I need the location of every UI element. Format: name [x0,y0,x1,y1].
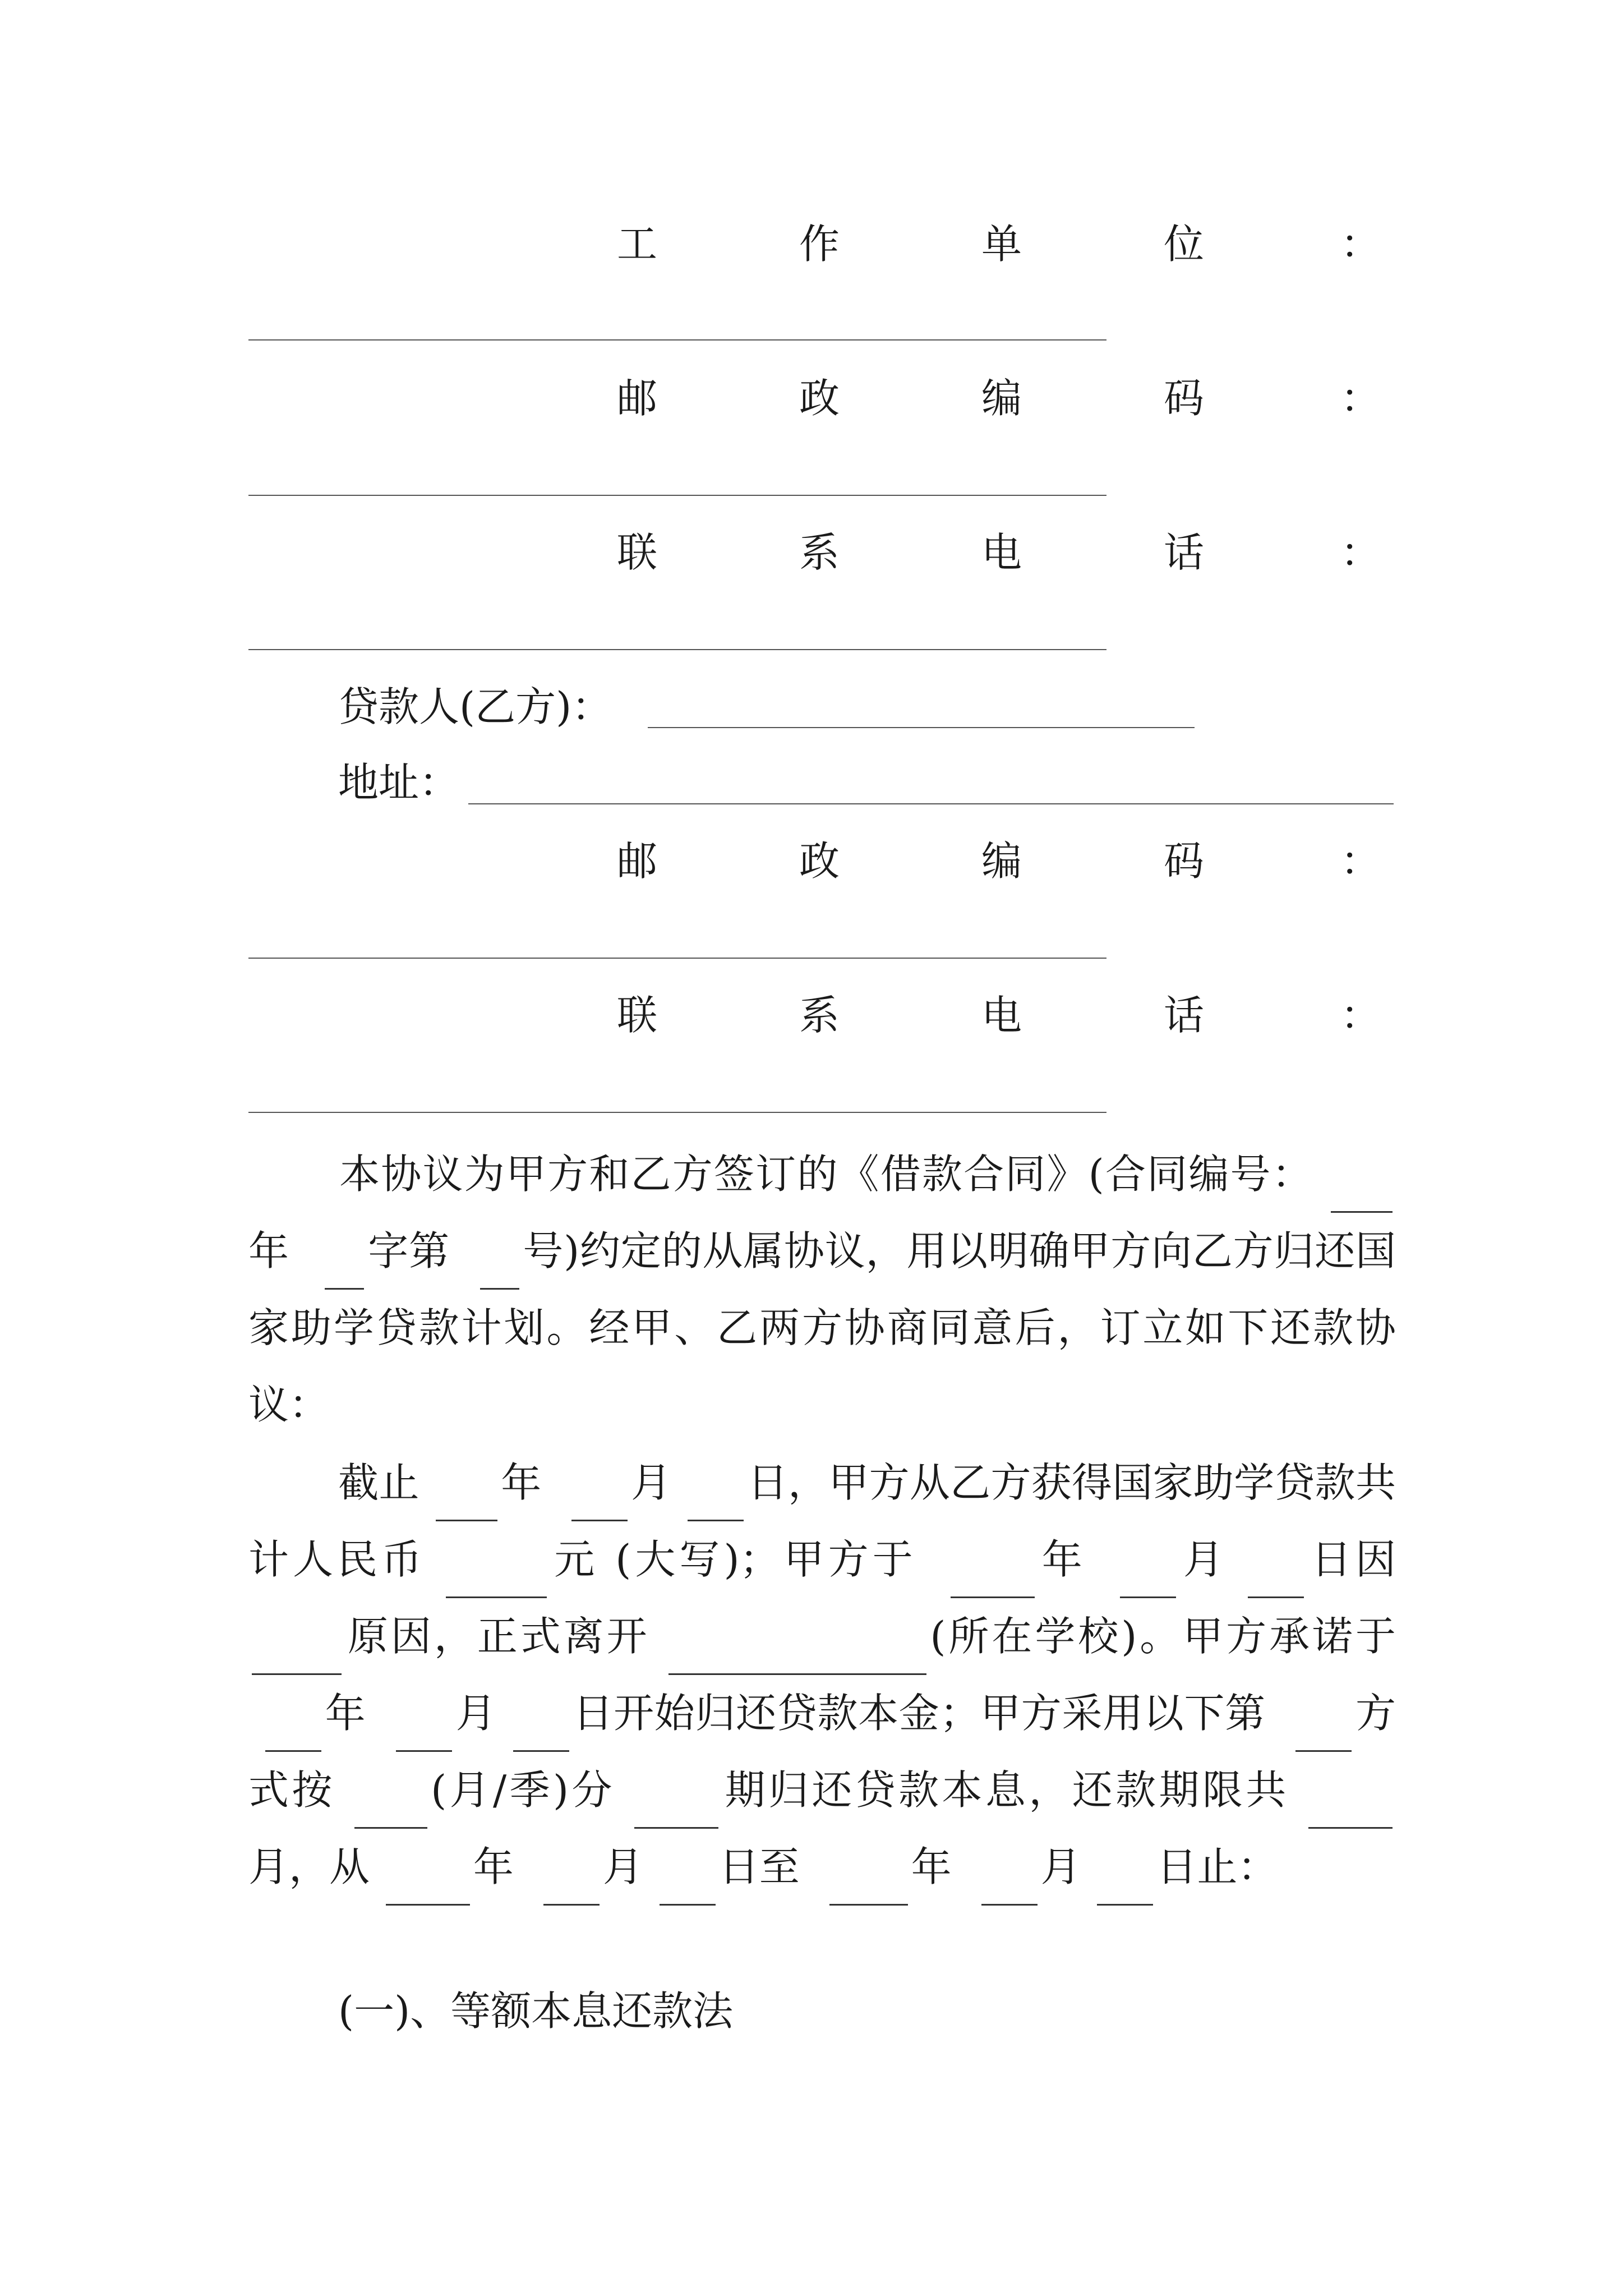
address-blank[interactable] [468,803,1394,804]
from-year-blank[interactable] [386,1859,470,1906]
method-number-blank[interactable] [1295,1705,1352,1752]
postcode-char-4: 码 [1164,375,1205,422]
from-day-blank[interactable] [660,1859,716,1906]
terms-text-19: 月 [602,1843,643,1890]
installments-blank[interactable] [634,1782,718,1829]
terms-text-16: 期归还贷款本息，还款期限共 [722,1766,1289,1814]
cutoff-month-blank[interactable] [571,1475,628,1521]
contract-char-blank[interactable] [325,1243,364,1290]
lender-phone-char-3: 电 [981,992,1022,1039]
contract-year-blank[interactable] [1331,1166,1393,1213]
cutoff-day-blank[interactable] [688,1475,744,1521]
leave-reason-blank[interactable] [252,1628,342,1675]
terms-text-15: (月/季)分 [431,1766,615,1814]
terms-text-21: 年 [911,1843,952,1890]
intro-text-3: 字第 [367,1227,450,1274]
terms-text-11: 年 [325,1690,366,1737]
terms-text-22: 月 [1040,1843,1081,1890]
postcode-char-2: 政 [799,375,840,422]
to-year-blank[interactable] [829,1859,908,1906]
work-unit-blank[interactable] [248,339,1106,341]
lender-phone-colon: ： [1340,992,1381,1039]
phone-char-1: 联 [617,529,658,576]
phone-blank[interactable] [248,649,1106,650]
start-day-blank[interactable] [513,1705,569,1752]
lender-postcode-blank[interactable] [248,958,1106,959]
period-unit-blank[interactable] [354,1782,427,1829]
lender-postcode-char-2: 政 [799,838,840,885]
terms-text-5: 元 (大写)；甲方于 [550,1536,917,1583]
work-unit-colon: ： [1340,220,1381,268]
postcode-blank[interactable] [248,495,1106,496]
terms-text-10: (所在学校)。甲方承诺于 [930,1613,1396,1660]
phone-char-4: 话 [1164,529,1205,576]
lender-label: 贷款人(乙方)： [338,683,612,730]
intro-text-4: 号)约定的从属协议，用以明确甲方向乙方归还国家助学贷款计划。经甲、乙两方协商同意后，订立如下还款协议： [248,1227,1396,1428]
lender-phone-blank[interactable] [248,1112,1106,1113]
postcode-char-1: 邮 [617,375,658,422]
lender-blank[interactable] [648,727,1195,728]
terms-text-4: 日，甲方从乙方获得国家助学贷款共计人民币 [248,1459,1396,1583]
contract-number-blank[interactable] [480,1243,519,1290]
loan-amount-blank[interactable] [446,1552,547,1598]
term-months-blank[interactable] [1308,1782,1393,1829]
address-label: 地址： [338,759,460,806]
terms-text-20: 日至 [718,1843,800,1890]
terms-text-1: 截止 [338,1459,419,1506]
cutoff-year-blank[interactable] [436,1475,497,1521]
terms-text-17: 月，从 [248,1843,370,1890]
terms-text-18: 年 [473,1843,514,1890]
lender-postcode-char-1: 邮 [617,838,658,885]
phone-char-2: 系 [799,529,840,576]
school-name-blank[interactable] [668,1628,926,1675]
to-month-blank[interactable] [981,1859,1038,1906]
leave-month-blank[interactable] [1120,1552,1176,1598]
section-heading: (一)、等额本息还款法 [338,1987,734,2035]
lender-postcode-colon: ： [1340,838,1381,885]
from-month-blank[interactable] [543,1859,600,1906]
work-unit-char-1: 工 [617,220,658,268]
work-unit-char-2: 作 [799,220,840,268]
intro-text-2: 年 [248,1227,289,1274]
terms-text-23: 日止： [1156,1843,1278,1890]
agreement-intro-paragraph [248,1136,1396,1443]
postcode-colon: ： [1340,375,1381,422]
terms-text-13: 日开始归还贷款本金；甲方采用以下第 [572,1690,1266,1737]
terms-text-12: 月 [455,1690,497,1737]
leave-day-blank[interactable] [1248,1552,1304,1598]
start-year-blank[interactable] [265,1705,321,1752]
work-unit-char-3: 单 [981,220,1022,268]
lender-phone-char-4: 话 [1164,992,1205,1039]
lender-phone-char-2: 系 [799,992,840,1039]
terms-text-3: 月 [630,1459,672,1506]
intro-text-1: 本协议为甲方和乙方签订的《借款合同》(合同编号： [338,1151,1313,1198]
postcode-char-3: 编 [981,375,1022,422]
phone-colon: ： [1340,529,1381,576]
terms-text-7: 月 [1179,1536,1228,1583]
start-month-blank[interactable] [396,1705,452,1752]
leave-year-blank[interactable] [951,1552,1035,1598]
terms-text-9: 原因，正式离开 [345,1613,650,1660]
terms-text-8: 日因 [1307,1536,1396,1583]
lender-postcode-char-3: 编 [981,838,1022,885]
terms-text-6: 年 [1038,1536,1086,1583]
phone-char-3: 电 [981,529,1022,576]
work-unit-char-4: 位 [1164,220,1205,268]
lender-postcode-char-4: 码 [1164,838,1205,885]
terms-text-2: 年 [501,1459,542,1506]
terms-text-14: 方式按 [248,1690,1396,1814]
repayment-terms-paragraph [248,1444,1396,1906]
to-day-blank[interactable] [1097,1859,1153,1906]
lender-phone-char-1: 联 [617,992,658,1039]
